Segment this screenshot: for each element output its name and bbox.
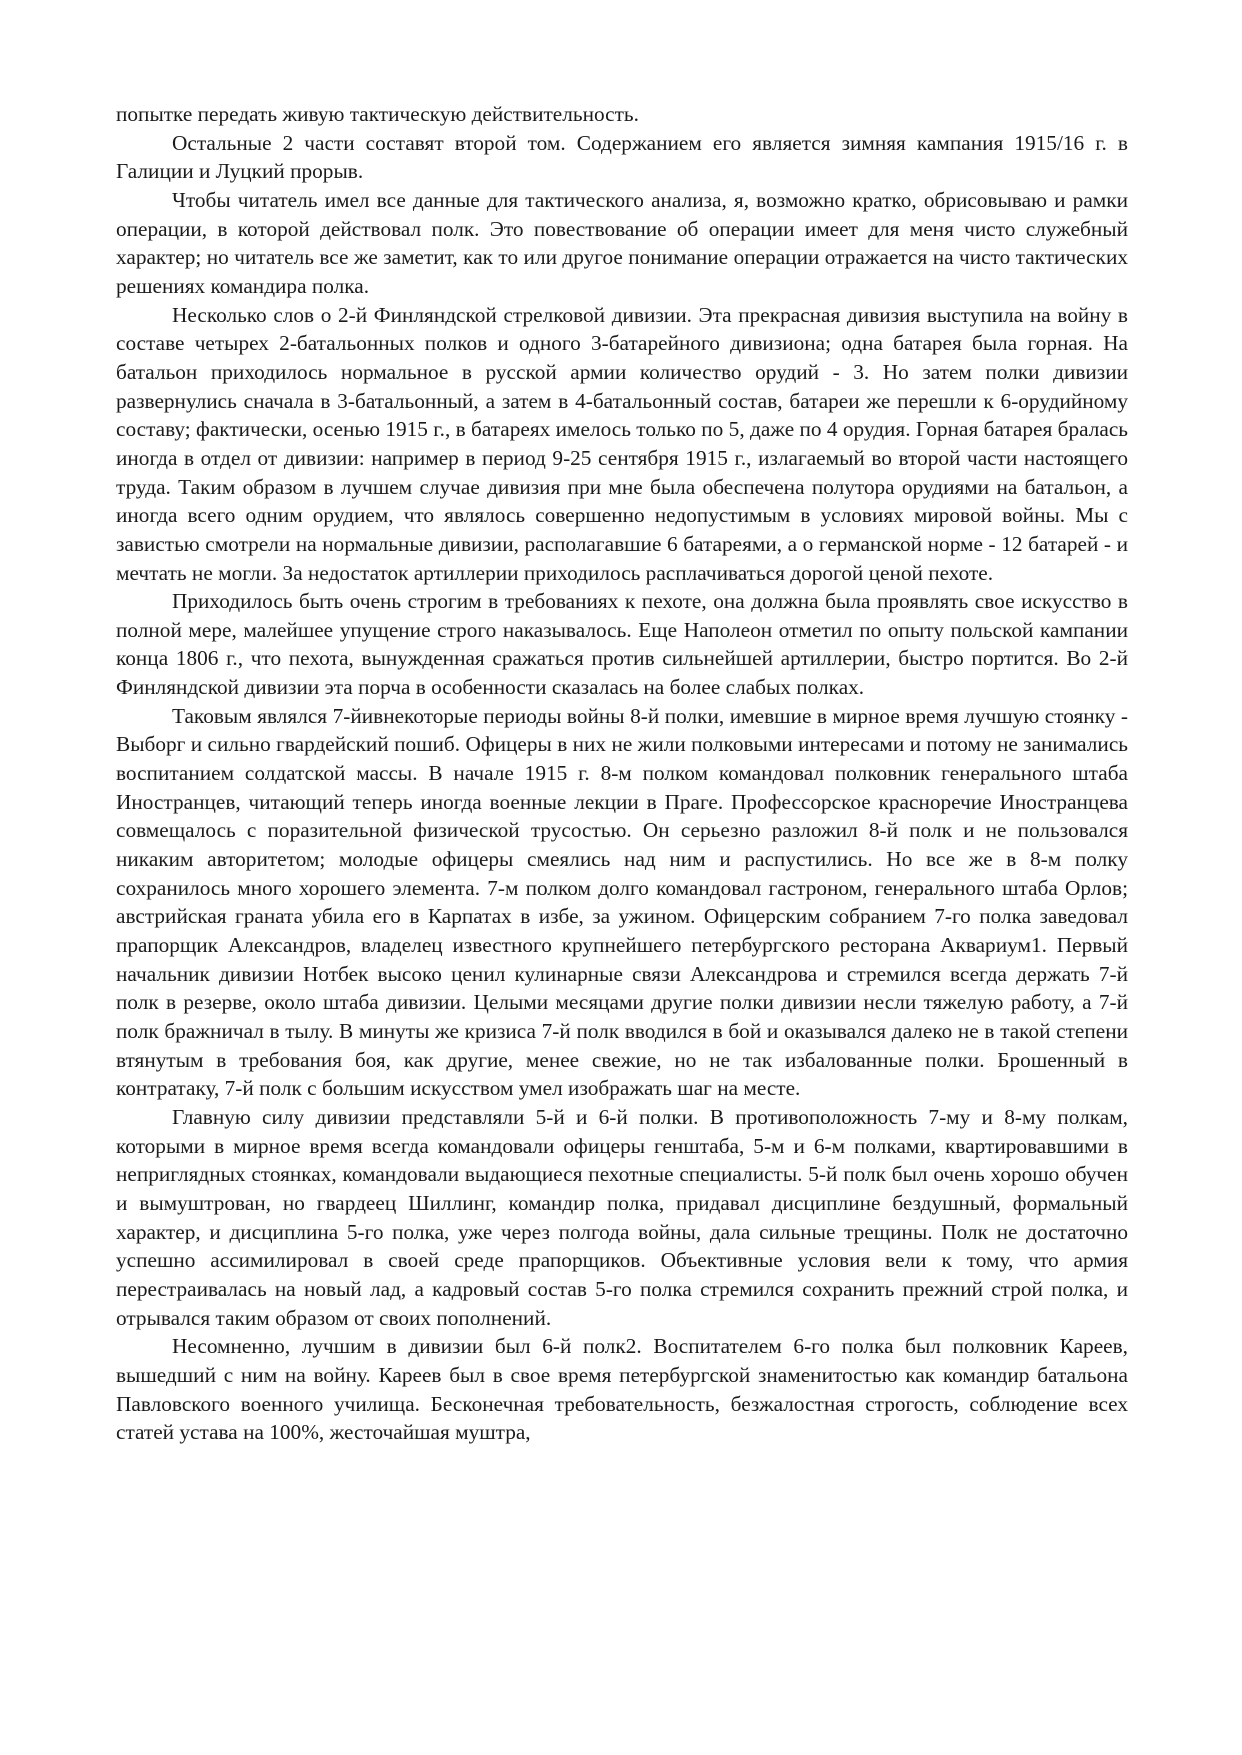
paragraph-3: Чтобы читатель имел все данные для тактического анализа, я, возможно кратко, обрисовываю и рамки операции, в которой действовал полк. Это повествование об операции имеет для меня чисто служебный характер; но читатель все же заметит, как то или другое понимание операции отражается на чисто тактических решениях командира полка. xyxy=(116,187,1128,298)
paragraph-6: Таковым являлся 7-йивнекоторые периоды войны 8-й полки, имевшие в мирное время лучшую стоянку - Выборг и сильно гвардейский пошиб. Офицеры в них не жили полковыми интересами и потому не занимались воспитанием солдатской массы. В начале 1915 г. 8-м полком командовал полковник генерального штаба Иностранцев, читающий теперь иногда военные лекции в Праге. Профессорское красноречие Иностранцева совмещалось с поразительной физической трусостью. Он серьезно разложил 8-й полк и не пользовался никаким авторитетом; молодые офицеры смеялись над ним и распустились. Но все же в 8-м полку сохранилось много хорошего элемента. 7-м полком долго командовал гастроном, генерального штаба Орлов; австрийская граната убила его в Карпатах в избе, за ужином. Офицерским собранием 7-го полка заведовал прапорщик Александров, владелец известного крупнейшего петербургского ресторана Аквариум1. Первый начальник дивизии Нотбек высоко ценил кулинарные связи Александрова и стремился всегда держать 7-й полк в резерве, около штаба дивизии. Целыми месяцами другие полки дивизии несли тяжелую работу, а 7-й полк бражничал в тылу. В минуты же кризиса 7-й полк вводился в бой и оказывался далеко не в такой степени втянутым в требования боя, как другие, менее свежие, но не так избалованные полки. Брошенный в контратаку, 7-й полк с большим искусством умел изображать шаг на месте. xyxy=(116,703,1128,1101)
paragraph-1: попытке передать живую тактическую действительность. xyxy=(116,102,639,126)
paragraph-2: Остальные 2 части составят второй том. Содержанием его является зимняя кампания 1915/16 г. в Галиции и Луцкий прорыв. xyxy=(116,130,1128,184)
body-text xyxy=(116,100,1128,1447)
paragraph-8: Несомненно, лучшим в дивизии был 6-й полк2. Воспитателем 6-го полка был полковник Кареев, вышедший с ним на войну. Кареев был в свое время петербургской знаменитостью как командир батальона Павловского военного училища. Бесконечная требовательность, безжалостная строгость, соблюдение всех статей устава на 100%, жесточайшая муштра, xyxy=(116,1334,1128,1445)
paragraph-7: Главную силу дивизии представляли 5-й и 6-й полки. В противоположность 7-му и 8-му полкам, которыми в мирное время всегда командовали офицеры генштаба, 5-м и 6-м полками, квартировавшими в неприглядных стоянках, командовали выдающиеся пехотные специалисты. 5-й полк был очень хорошо обучен и вымуштрован, но гвардеец Шиллинг, командир полка, придавал дисциплине бездушный, формальный характер, и дисциплина 5-го полка, уже через полгода войны, дала сильные трещины. Полк не достаточно успешно ассимилировал в своей среде прапорщиков. Объективные условия вели к тому, что армия перестраивалась на новый лад, а кадровый состав 5-го полка стремился сохранить прежний строй полка, и отрывался таким образом от своих пополнений. xyxy=(116,1104,1128,1330)
paragraph-5: Приходилось быть очень строгим в требованиях к пехоте, она должна была проявлять свое искусство в полной мере, малейшее упущение строго наказывалось. Еще Наполеон отметил по опыту польской кампании конца 1806 г., что пехота, вынужденная сражаться против сильнейшей артиллерии, быстро портится. Во 2-й Финляндской дивизии эта порча в особенности сказалась на более слабых полках. xyxy=(116,589,1128,700)
paragraph-4: Несколько слов о 2-й Финляндской стрелковой дивизии. Эта прекрасная дивизия выступила на войну в составе четырех 2-батальонных полков и одного 3-батарейного дивизиона; одна батарея была горная. На батальон приходилось нормальное в русской армии количество орудий - 3. Но затем полки дивизии развернулись сначала в 3-батальонный, а затем в 4-батальонный состав, батареи же перешли к 6-орудийному составу; фактически, осенью 1915 г., в батареях имелось только по 5, даже по 4 орудия. Горная батарея бралась иногда в отдел от дивизии: например в период 9-25 сентября 1915 г., излагаемый во второй части настоящего труда. Таким образом в лучшем случае дивизия при мне была обеспечена полутора орудиями на батальон, а иногда всего одним орудием, что являлось совершенно недопустимым в условиях мировой войны. Мы с завистью смотрели на нормальные дивизии, располагавшие 6 батареями, а о германской норме - 12 батарей - и мечтать не могли. За недостаток артиллерии приходилось расплачиваться дорогой ценой пехоте. xyxy=(116,302,1128,585)
